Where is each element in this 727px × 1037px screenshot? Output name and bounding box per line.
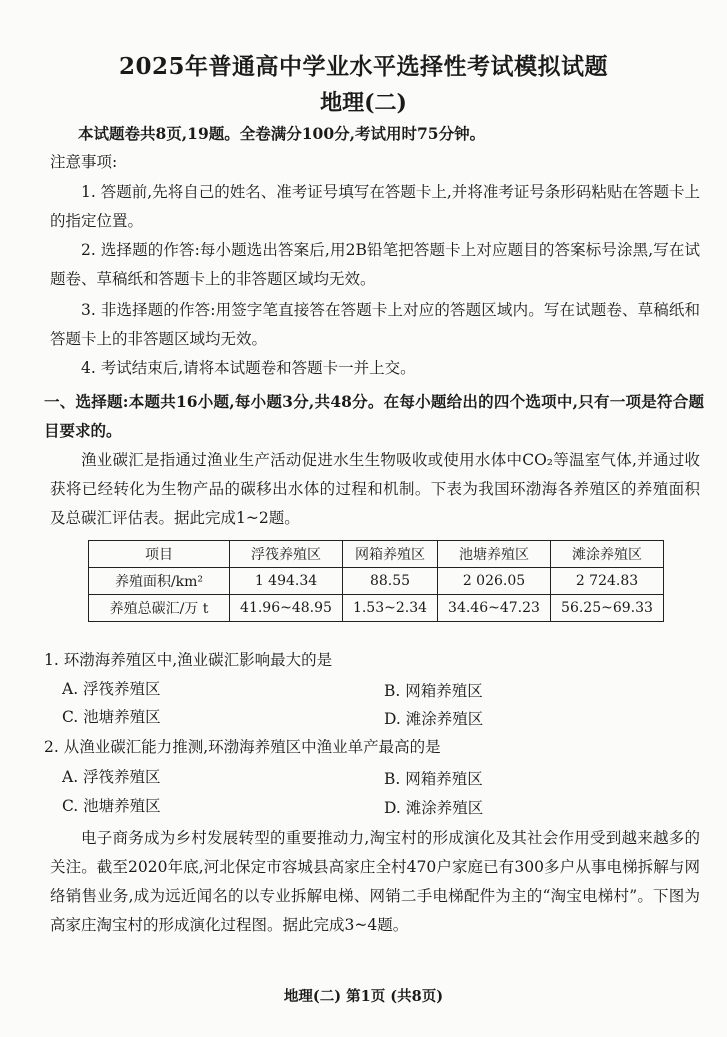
question-1-option-c: C. 池塘养殖区: [62, 708, 161, 726]
question-1-option-b: B. 网箱养殖区: [384, 682, 483, 700]
table-header-cell: 滩涂养殖区: [551, 541, 664, 568]
table-cell: 88.55: [343, 568, 438, 595]
table-header-cell: 网箱养殖区: [343, 541, 438, 568]
table-cell: 56.25~69.33: [551, 595, 664, 622]
page-subtitle: 地理(二): [320, 90, 407, 116]
table-header-cell: 池塘养殖区: [438, 541, 551, 568]
table-cell: 41.96~48.95: [230, 595, 343, 622]
question-1-option-d: D. 滩涂养殖区: [384, 710, 484, 728]
table-cell: 1 494.34: [230, 568, 343, 595]
table-row: [89, 568, 664, 595]
table-cell: 34.46~47.23: [438, 595, 551, 622]
table-header-cell: 浮筏养殖区: [230, 541, 343, 568]
question-1-option-a: A. 浮筏养殖区: [62, 680, 161, 698]
question-2-stem: 2. 从渔业碳汇能力推测,环渤海养殖区中渔业单产最高的是: [44, 738, 441, 756]
table-header-cell: 项目: [89, 541, 230, 568]
question-2-option-d: D. 滩涂养殖区: [384, 799, 484, 817]
notice-item-4: 4. 考试结束后,请将本试题卷和答题卡一并上交。: [81, 359, 416, 377]
question-2-option-a: A. 浮筏养殖区: [62, 768, 161, 786]
page-title: 2025年普通高中学业水平选择性考试模拟试题: [118, 53, 608, 80]
carbon-sink-table: [88, 540, 664, 622]
notice-item-3: 3. 非选择题的作答:用签字笔直接答在答题卡上对应的答题区域内。写在试题卷、草稿纸和答题卡上的非答题区域均无效。: [50, 301, 700, 348]
notice-item-2: 2. 选择题的作答:每小题选出答案后,用2B铅笔把答题卡上对应题目的答案标号涂黑,写在试题卷、草稿纸和答题卡上的非答题区域均无效。: [50, 241, 700, 288]
table-cell: 1.53~2.34: [343, 595, 438, 622]
table-cell: 2 724.83: [551, 568, 664, 595]
table-cell: 养殖面积/km²: [89, 568, 230, 595]
passage-fishery-carbon-sink: 渔业碳汇是指通过渔业生产活动促进水生生物吸收或使用水体中CO₂等温室气体,并通过收获将已经转化为生物产品的碳移出水体的过程和机制。下表为我国环渤海各养殖区的养殖面积及总碳汇评估表。据此完成1~2题。: [50, 451, 700, 527]
question-2-option-b: B. 网箱养殖区: [384, 770, 483, 788]
table-cell: 养殖总碳汇/万 t: [89, 595, 230, 622]
notice-heading: 注意事项:: [50, 153, 118, 171]
notice-item-1: 1. 答题前,先将自己的姓名、准考证号填写在答题卡上,并将准考证号条形码粘贴在答题卡上的指定位置。: [50, 183, 700, 230]
table-cell: 2 026.05: [438, 568, 551, 595]
question-2-option-c: C. 池塘养殖区: [62, 797, 161, 815]
passage-taobao-village: 电子商务成为乡村发展转型的重要推动力,淘宝村的形成演化及其社会作用受到越来越多的关注。截至2020年底,河北保定市容城县高家庄全村470户家庭已有300多户从事电梯拆解与网络销售业务,成为远近闻名的以专业拆解电梯、网销二手电梯配件为主的“淘宝电梯村”。下图为高家庄淘宝村的形成演化过程图。据此完成3~4题。: [50, 829, 700, 934]
question-1-stem: 1. 环渤海养殖区中,渔业碳汇影响最大的是: [44, 651, 333, 669]
table-header-row: [89, 541, 664, 568]
table-row: [89, 595, 664, 622]
exam-info: 本试题卷共8页,19题。全卷满分100分,考试用时75分钟。: [78, 124, 486, 143]
section-heading: 一、选择题:本题共16小题,每小题3分,共48分。在每小题给出的四个选项中,只有一项是符合题目要求的。: [44, 392, 704, 440]
page-footer: 地理(二) 第1页 (共8页): [283, 988, 444, 1005]
